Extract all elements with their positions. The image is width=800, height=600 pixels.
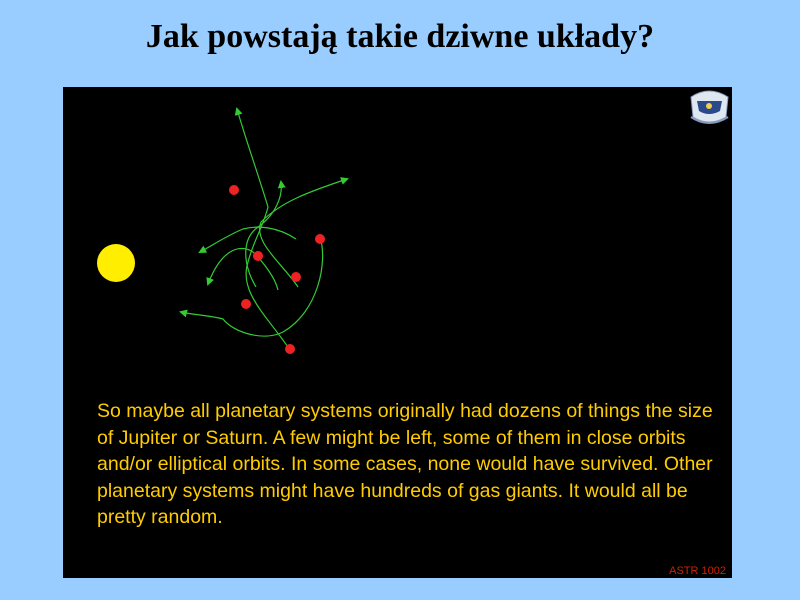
slide-title: Jak powstają takie dziwne układy? (145, 18, 655, 55)
planet-marker (285, 344, 295, 354)
planet-marker (315, 234, 325, 244)
planet-marker (241, 299, 251, 309)
slide-caption: So maybe all planetary systems originally had dozens of things the size of Jupiter or Saturn. A few might be left, some of them in close orbits and/or elliptical orbits. In some cases, none would have survived. Other planetary systems might have hundreds of gas giants. It would all be pretty random. (97, 400, 713, 528)
slide-panel (63, 87, 732, 578)
trajectory-up-right (260, 179, 347, 287)
university-crest-icon (687, 87, 732, 127)
trajectory-left-middle (208, 248, 278, 290)
planet-marker (253, 251, 263, 261)
trajectory-up (246, 182, 282, 287)
planet-marker (229, 185, 239, 195)
sun-icon (97, 244, 135, 282)
planet-marker (291, 272, 301, 282)
course-code-label: ASTR 1002 (669, 565, 726, 577)
trajectory-up-left (237, 109, 290, 350)
planet-scattering-diagram (63, 87, 732, 387)
